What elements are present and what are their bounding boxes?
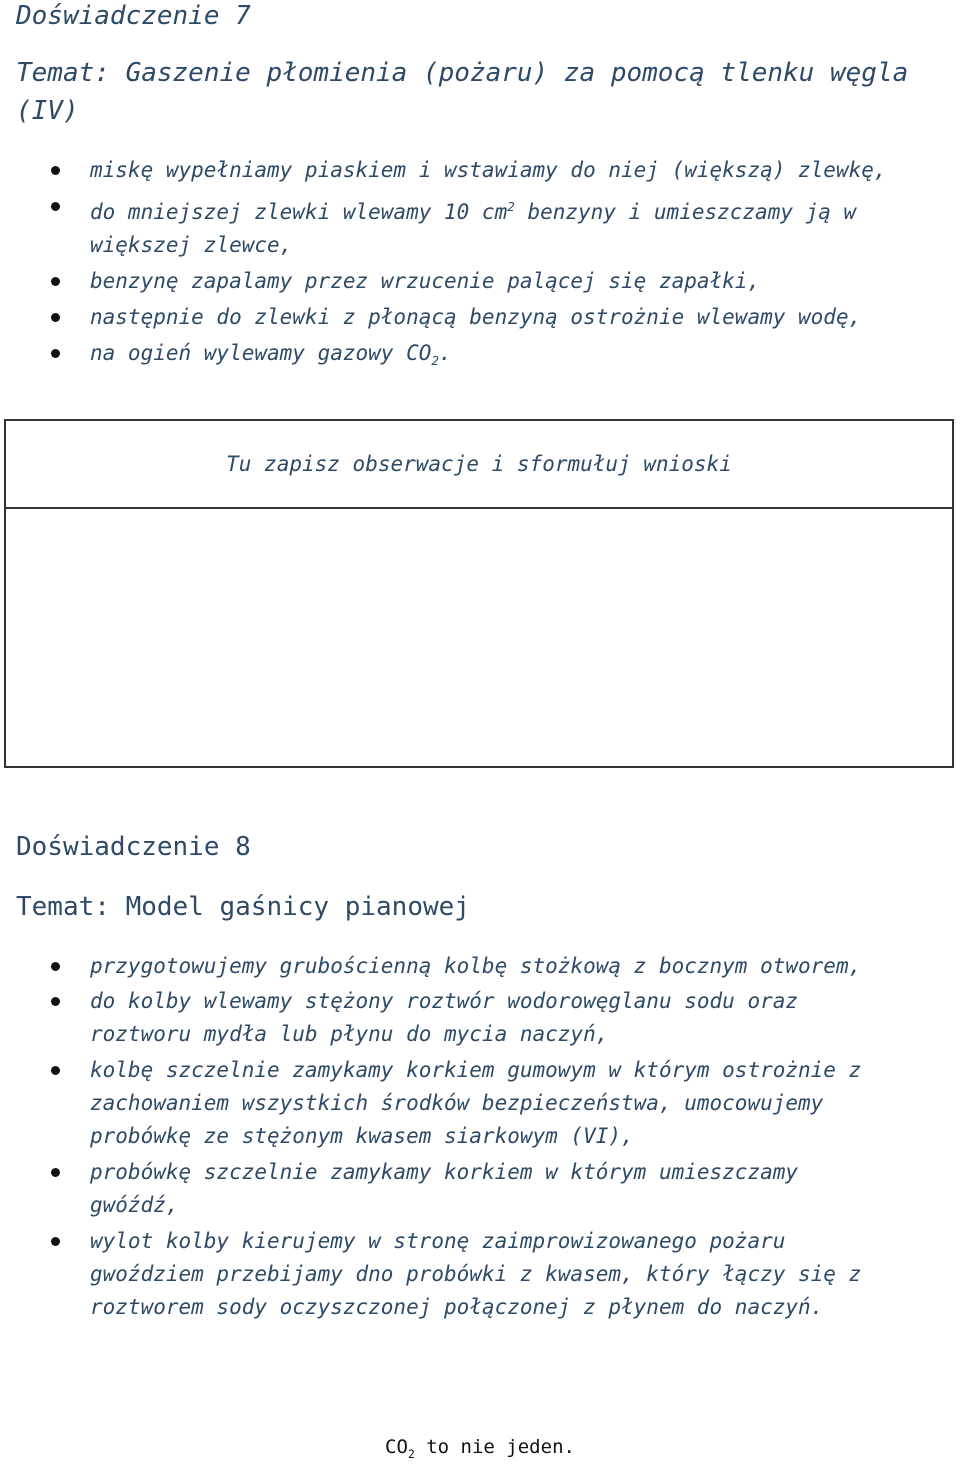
bullet-icon — [51, 1237, 60, 1246]
exp8-step — [0, 1054, 940, 1153]
exp7-step-text: benzynę zapalamy przez wrzucenie palącej się zapałki, — [90, 269, 761, 293]
exp8-step-text: wylot kolby kierujemy w stronę zaimprowizowanego pożaru gwoździem przebijamy dno probówki z kwasem, który łączy się z roztworem sody oczyszczonej połączonej z płynem do naczyń. — [90, 1229, 862, 1319]
exp7-step — [0, 154, 940, 187]
exp8-step-text: przygotowujemy grubościenną kolbę stożkową z bocznym otworem, — [90, 954, 862, 978]
exp7-topic: Temat: Gaszenie płomienia (pożaru) za pomocą tlenku węgla (IV) — [16, 58, 909, 126]
bullet-icon — [51, 962, 60, 971]
exp7-step-text: na ogień wylewamy gazowy CO — [90, 341, 432, 365]
footer-text: CO — [385, 1436, 408, 1458]
bullet-icon — [51, 349, 60, 358]
exp8-step-text: probówkę szczelnie zamykamy korkiem w którym umieszczamy gwóźdź, — [90, 1160, 799, 1217]
exp7-step-text: . — [438, 341, 452, 365]
exp7-step — [0, 190, 940, 262]
observations-box — [4, 419, 954, 768]
exp7-step — [0, 265, 940, 298]
exp8-step — [0, 950, 940, 983]
subscript: 2 — [431, 353, 439, 369]
exp7-step — [0, 337, 940, 377]
exp7-step-text: benzyny i umieszczamy ją w większej zlewce, — [90, 200, 869, 257]
exp8-step-text: kolbę szczelnie zamykamy korkiem gumowym w którym ostrożnie z zachowaniem wszystkich środków bezpieczeństwa, umocowujemy probówkę ze stężonym kwasem siarkowym (VI), — [90, 1058, 862, 1148]
exp7-steps-list — [0, 154, 940, 377]
exp8-title: Doświadczenie 8 — [16, 832, 251, 862]
superscript: 2 — [507, 199, 515, 214]
exp7-step-text: do mniejszej zlewki wlewamy 10 cm — [90, 200, 508, 224]
exp7-title: Doświadczenie 7 — [16, 1, 251, 31]
observations-writing-area[interactable] — [6, 509, 952, 764]
exp8-step-text: do kolby wlewamy stężony roztwór wodorowęglanu sodu oraz roztworu mydła lub płynu do mycia naczyń, — [90, 989, 799, 1046]
footer-text: to nie jeden. — [414, 1436, 575, 1458]
observations-label: Tu zapisz obserwacje i sformułuj wnioski — [6, 421, 952, 509]
bullet-icon — [51, 1066, 60, 1075]
exp8-steps-list — [0, 950, 940, 1324]
subscript: 2 — [407, 1446, 415, 1461]
exp7-step-text: miskę wypełniamy piaskiem i wstawiamy do niej (większą) zlewkę, — [90, 158, 887, 182]
bullet-icon — [51, 313, 60, 322]
exp8-step — [0, 1156, 940, 1222]
exp8-step — [0, 1225, 940, 1324]
exp7-step — [0, 301, 940, 334]
bullet-icon — [51, 166, 60, 175]
bullet-icon — [51, 1168, 60, 1177]
exp7-step-text: następnie do zlewki z płonącą benzyną ostrożnie wlewamy wodę, — [90, 305, 862, 329]
bullet-icon — [51, 997, 60, 1006]
bullet-icon — [51, 202, 60, 211]
exp8-topic: Temat: Model gaśnicy pianowej — [16, 892, 470, 922]
bullet-icon — [51, 277, 60, 286]
exp8-step — [0, 985, 940, 1051]
footer-note — [0, 1434, 960, 1467]
